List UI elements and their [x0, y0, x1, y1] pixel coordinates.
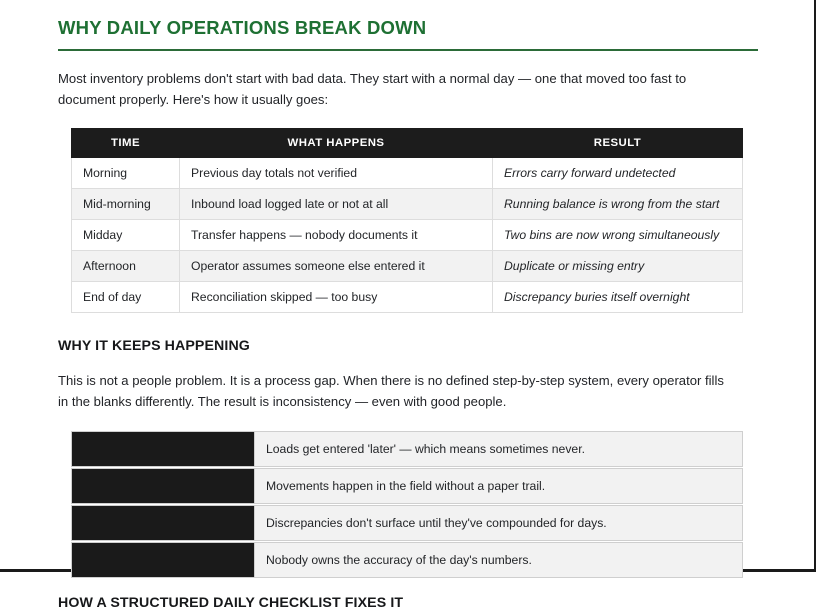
cell-what-happens: Operator assumes someone else entered it [180, 251, 493, 282]
breakdown-table-wrapper [58, 128, 758, 313]
spacer [58, 110, 758, 128]
breakdown-table [71, 128, 743, 313]
cell-time: Morning [72, 158, 180, 189]
keeps-happening-paragraph: This is not a people problem. It is a process gap. When there is no defined step-by-step system, every operator fills in the blanks differently. The result is inconsistency — even with good people. [58, 373, 724, 410]
cell-what-happens: Previous day totals not verified [180, 158, 493, 189]
spacer [58, 313, 758, 338]
table-row [72, 282, 743, 313]
list-item-label: Loads get entered 'later' — which means sometimes never. [255, 432, 742, 466]
table-row [72, 158, 743, 189]
section-heading-why-it-keeps-happening: WHY IT KEEPS HAPPENING [58, 338, 250, 355]
list-item-label: Nobody owns the accuracy of the day's numbers. [255, 543, 742, 577]
redaction-block [72, 469, 255, 503]
redacted-list [58, 431, 758, 578]
list-item [71, 468, 743, 504]
cell-what-happens: Reconciliation skipped — too busy [180, 282, 493, 313]
column-header-time: TIME [72, 129, 180, 158]
cell-time: End of day [72, 282, 180, 313]
cell-result: Duplicate or missing entry [493, 251, 743, 282]
section-heading-structured-daily-checklist: HOW A STRUCTURED DAILY CHECKLIST FIXES IT [58, 595, 404, 612]
column-header-result: RESULT [493, 129, 743, 158]
cell-result: Discrepancy buries itself overnight [493, 282, 743, 313]
cell-result: Two bins are now wrong simultaneously [493, 220, 743, 251]
column-header-what-happens: WHAT HAPPENS [180, 129, 493, 158]
list-item [71, 505, 743, 541]
spacer [58, 51, 758, 68]
list-item-label: Movements happen in the field without a paper trail. [255, 469, 742, 503]
table-row [72, 251, 743, 282]
list-item [71, 542, 743, 578]
list-item-label: Discrepancies don't surface until they've compounded for days. [255, 506, 742, 540]
table-head [72, 129, 743, 158]
cell-what-happens: Transfer happens — nobody documents it [180, 220, 493, 251]
redaction-block [72, 432, 255, 466]
cell-time: Afternoon [72, 251, 180, 282]
spacer [58, 355, 758, 370]
redaction-block [72, 543, 255, 577]
list-item [71, 431, 743, 467]
spacer [58, 579, 758, 595]
cell-time: Mid-morning [72, 189, 180, 220]
table-header-row [72, 129, 743, 158]
cell-result: Running balance is wrong from the start [493, 189, 743, 220]
table-body [72, 158, 743, 313]
page-title: WHY DAILY OPERATIONS BREAK DOWN [58, 17, 427, 38]
table-row [72, 189, 743, 220]
table-row [72, 220, 743, 251]
spacer [58, 412, 758, 431]
intro-paragraph: Most inventory problems don't start with bad data. They start with a normal day — one that moved too fast to document properly. Here's how it usually goes: [58, 71, 687, 108]
cell-result: Errors carry forward undetected [493, 158, 743, 189]
cell-time: Midday [72, 220, 180, 251]
redaction-block [72, 506, 255, 540]
cell-what-happens: Inbound load logged late or not at all [180, 189, 493, 220]
